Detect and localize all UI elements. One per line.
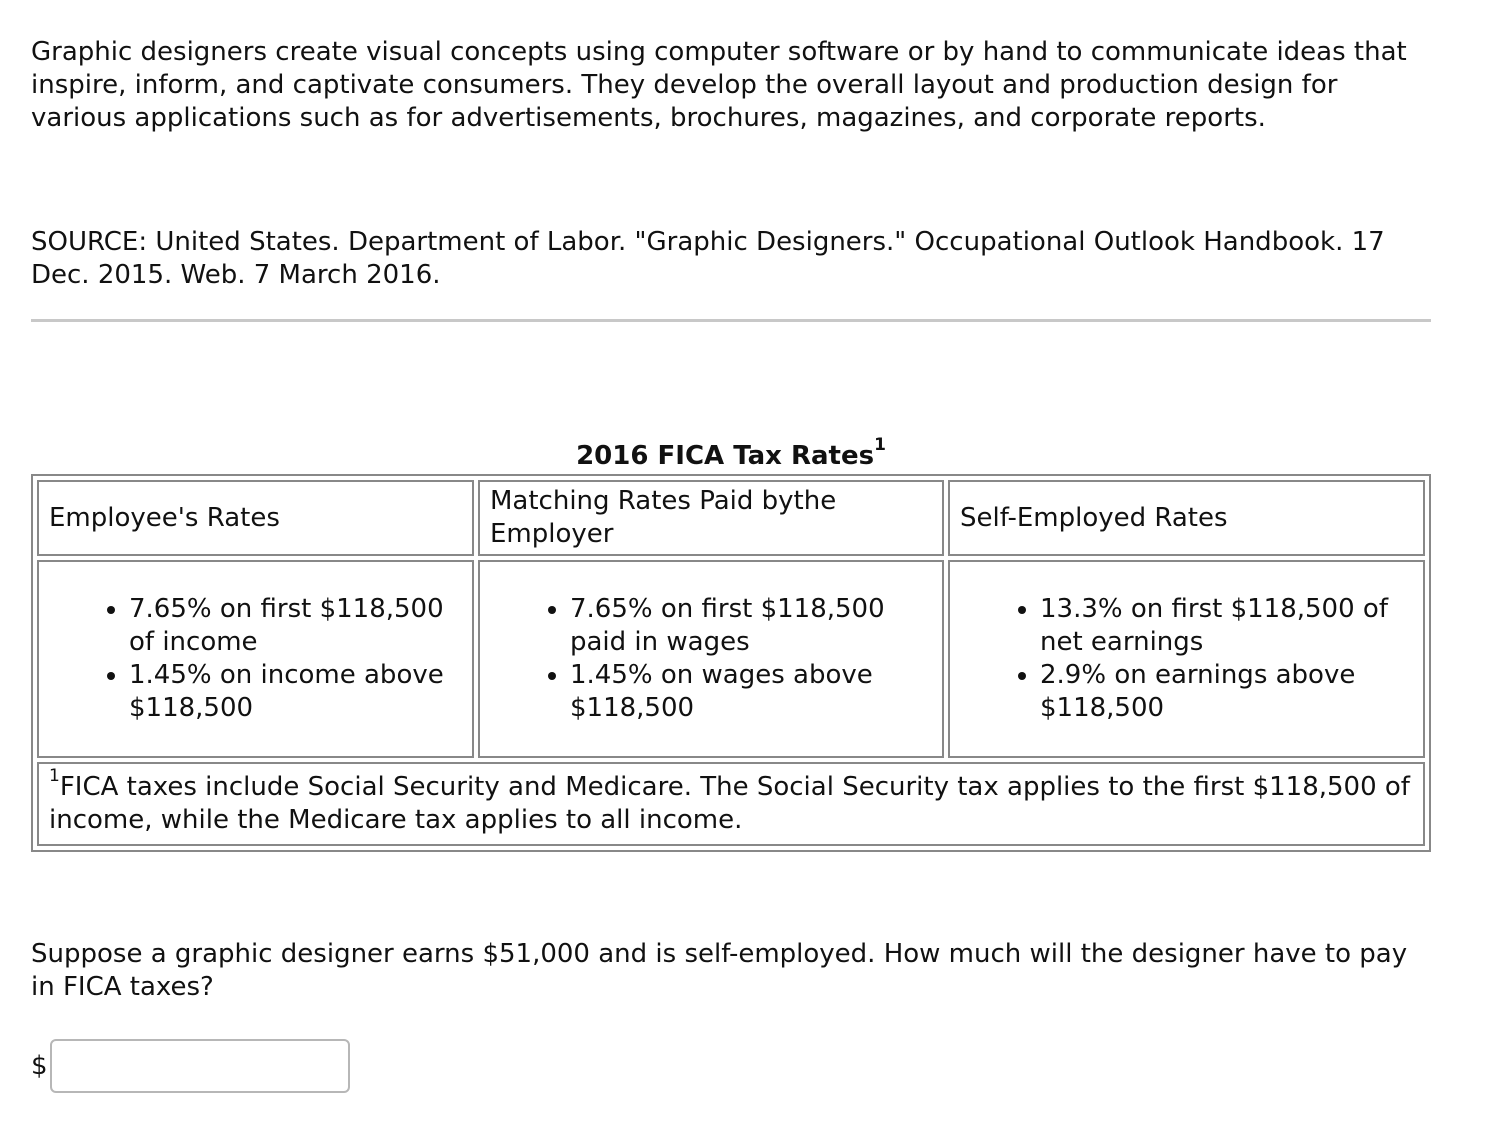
employee-rates-cell: [37, 560, 474, 758]
table-header-row: [37, 480, 1425, 556]
self-employed-rates-list: [950, 593, 1423, 725]
header-employer-rates: Matching Rates Paid bythe Employer: [478, 480, 944, 556]
list-item: • 7.65% on first $118,500 paid in wages: [570, 593, 934, 659]
employee-rates-list: [39, 593, 472, 725]
answer-row: [31, 1039, 350, 1093]
footnote-mark: 1: [49, 766, 60, 787]
currency-symbol: $: [31, 1050, 48, 1081]
list-item: • 13.3% on first $118,500 of net earnings: [1040, 593, 1415, 659]
page-content: [31, 36, 1431, 1081]
list-item: • 1.45% on wages above $118,500: [570, 659, 934, 725]
intro-paragraph: Graphic designers create visual concepts using computer software or by hand to communicate ideas that inspire, inform, and captivate consumers. They develop the overall layout and production design for various applications such as for advertisements, brochures, magazines, and corporate reports.: [31, 37, 1407, 133]
caption-footnote-mark: 1: [874, 435, 886, 456]
fica-table-section: [31, 435, 1431, 852]
table-footnote-row: [37, 762, 1425, 846]
fica-rates-table: [31, 474, 1431, 852]
self-employed-rates-cell: [948, 560, 1425, 758]
table-footnote: [37, 762, 1425, 846]
table-caption-text: 2016 FICA Tax Rates: [576, 441, 875, 471]
divider: [31, 319, 1431, 322]
footnote-text: FICA taxes include Social Security and Medicare. The Social Security tax applies to the first $118,500 of income, while the Medicare tax applies to all income.: [49, 772, 1410, 835]
employer-rates-list: [480, 593, 942, 725]
question-text: Suppose a graphic designer earns $51,000 and is self-employed. How much will the designer have to pay in FICA taxes?: [31, 939, 1408, 1002]
list-item: • 7.65% on first $118,500 of income: [129, 593, 464, 659]
header-employee-rates: Employee's Rates: [37, 480, 474, 556]
list-item: • 2.9% on earnings above $118,500: [1040, 659, 1415, 725]
table-rates-row: [37, 560, 1425, 758]
header-self-employed-rates: Self-Employed Rates: [948, 480, 1425, 556]
table-caption: [31, 435, 1431, 474]
source-citation: SOURCE: United States. Department of Labor. "Graphic Designers." Occupational Outlook Handbook. 17 Dec. 2015. Web. 7 March 2016.: [31, 227, 1385, 290]
list-item: • 1.45% on income above $118,500: [129, 659, 464, 725]
employer-rates-cell: [478, 560, 944, 758]
answer-input[interactable]: [50, 1039, 350, 1093]
